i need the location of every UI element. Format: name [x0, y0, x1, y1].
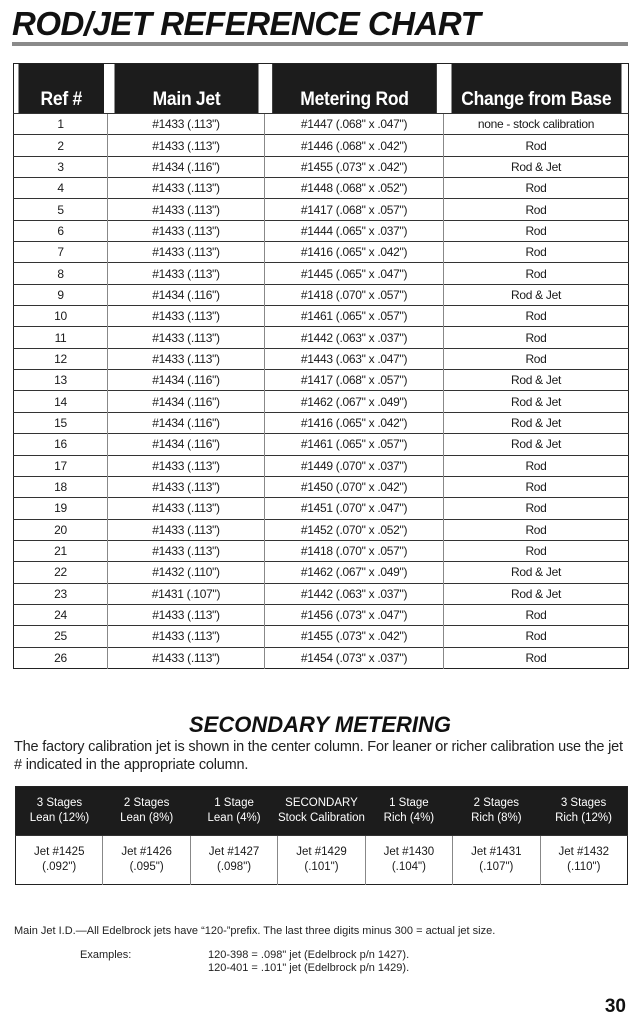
secondary-header	[103, 787, 190, 836]
cell-ref: 2	[14, 135, 108, 156]
header-change-from-base: Change from Base	[451, 64, 621, 114]
secondary-jet-value: Jet #1432	[558, 846, 610, 858]
cell-main-jet: #1433 (.113")	[108, 306, 265, 327]
secondary-header-line: Lean (8%)	[120, 812, 174, 824]
cell-metering-rod: #1454 (.073" x .037")	[265, 647, 444, 668]
secondary-header-line: Stock Calibration	[278, 812, 365, 824]
cell-ref: 17	[14, 455, 108, 476]
secondary-header-line: 1 Stage	[214, 797, 254, 809]
cell-change: Rod & Jet	[444, 412, 629, 433]
secondary-jet-cell	[16, 836, 103, 885]
table-row	[14, 498, 629, 519]
cell-metering-rod: #1443 (.063" x .047")	[265, 348, 444, 369]
secondary-header-line: Lean (12%)	[29, 812, 90, 824]
header-main-jet: Main Jet	[114, 64, 258, 114]
cell-change: Rod	[444, 242, 629, 263]
secondary-jet-value: (.092")	[42, 861, 77, 873]
cell-change: Rod & Jet	[444, 562, 629, 583]
table-row	[14, 583, 629, 604]
secondary-header-line: Rich (4%)	[383, 812, 435, 824]
cell-ref: 25	[14, 626, 108, 647]
cell-metering-rod: #1416 (.065" x .042")	[265, 412, 444, 433]
cell-metering-rod: #1446 (.068" x .042")	[265, 135, 444, 156]
title-underline	[12, 42, 628, 46]
secondary-header	[365, 787, 452, 836]
cell-change: Rod & Jet	[444, 370, 629, 391]
cell-main-jet: #1433 (.113")	[108, 498, 265, 519]
secondary-value-row	[16, 836, 628, 885]
secondary-header-line: SECONDARY	[285, 797, 358, 809]
cell-main-jet: #1434 (.116")	[108, 434, 265, 455]
cell-ref: 20	[14, 519, 108, 540]
cell-main-jet: #1433 (.113")	[108, 263, 265, 284]
secondary-jet-value: (.110")	[567, 861, 601, 873]
secondary-metering-title: SECONDARY METERING	[188, 712, 451, 737]
secondary-header	[453, 787, 540, 836]
table-row	[14, 156, 629, 177]
cell-main-jet: #1433 (.113")	[108, 220, 265, 241]
secondary-jet-cell	[103, 836, 190, 885]
cell-metering-rod: #1456 (.073" x .047")	[265, 604, 444, 625]
table-row	[14, 306, 629, 327]
cell-ref: 23	[14, 583, 108, 604]
cell-metering-rod: #1455 (.073" x .042")	[265, 626, 444, 647]
cell-change: Rod	[444, 604, 629, 625]
cell-ref: 24	[14, 604, 108, 625]
table-row	[14, 647, 629, 668]
table-row	[14, 604, 629, 625]
cell-main-jet: #1433 (.113")	[108, 626, 265, 647]
table-row	[14, 519, 629, 540]
secondary-jet-cell	[540, 836, 627, 885]
table-row	[14, 199, 629, 220]
table-row	[14, 455, 629, 476]
table-row	[14, 263, 629, 284]
secondary-header	[16, 787, 103, 836]
cell-metering-rod: #1442 (.063" x .037")	[265, 583, 444, 604]
cell-main-jet: #1434 (.116")	[108, 370, 265, 391]
cell-main-jet: #1432 (.110")	[108, 562, 265, 583]
secondary-description: The factory calibration jet is shown in the center column. For leaner or richer calibration use the jet # indicated in the appropriate column.	[14, 739, 623, 773]
secondary-header-line: Rich (8%)	[471, 812, 522, 824]
cell-main-jet: #1433 (.113")	[108, 455, 265, 476]
cell-main-jet: #1433 (.113")	[108, 327, 265, 348]
cell-metering-rod: #1450 (.070" x .042")	[265, 476, 444, 497]
table-row	[14, 284, 629, 305]
cell-ref: 19	[14, 498, 108, 519]
cell-main-jet: #1434 (.116")	[108, 156, 265, 177]
table-row	[14, 412, 629, 433]
cell-ref: 11	[14, 327, 108, 348]
cell-change: Rod	[444, 498, 629, 519]
secondary-jet-value: Jet #1431	[471, 846, 522, 858]
secondary-header-row	[16, 787, 628, 836]
cell-ref: 3	[14, 156, 108, 177]
secondary-header-line: 1 Stage	[389, 797, 429, 809]
page-title: ROD/JET REFERENCE CHART	[12, 5, 481, 42]
table-row	[14, 626, 629, 647]
example-line: 120-401 = .101" jet (Edelbrock p/n 1429).	[208, 962, 410, 974]
table-row	[14, 178, 629, 199]
secondary-jet-cell	[453, 836, 540, 885]
cell-change: Rod & Jet	[444, 391, 629, 412]
cell-change: Rod	[444, 626, 629, 647]
cell-main-jet: #1431 (.107")	[108, 583, 265, 604]
cell-main-jet: #1433 (.113")	[108, 519, 265, 540]
cell-ref: 16	[14, 434, 108, 455]
cell-ref: 9	[14, 284, 108, 305]
secondary-header	[540, 787, 627, 836]
cell-metering-rod: #1461 (.065" x .057")	[265, 306, 444, 327]
cell-ref: 6	[14, 220, 108, 241]
cell-metering-rod: #1451 (.070" x .047")	[265, 498, 444, 519]
secondary-jet-value: (.104")	[391, 861, 426, 873]
cell-metering-rod: #1418 (.070" x .057")	[265, 284, 444, 305]
cell-main-jet: #1433 (.113")	[108, 476, 265, 497]
cell-metering-rod: #1442 (.063" x .037")	[265, 327, 444, 348]
cell-ref: 5	[14, 199, 108, 220]
cell-ref: 7	[14, 242, 108, 263]
cell-change: Rod	[444, 327, 629, 348]
cell-metering-rod: #1449 (.070" x .037")	[265, 455, 444, 476]
table-row	[14, 540, 629, 561]
cell-metering-rod: #1417 (.068" x .057")	[265, 199, 444, 220]
secondary-jet-value: (.107")	[479, 861, 514, 873]
secondary-header-line: 3 Stages	[560, 797, 607, 809]
secondary-jet-value: (.098")	[216, 861, 252, 873]
cell-main-jet: #1433 (.113")	[108, 114, 265, 135]
secondary-header	[190, 787, 277, 836]
table-row	[14, 476, 629, 497]
table-row	[14, 391, 629, 412]
secondary-jet-value: Jet #1427	[208, 846, 260, 858]
secondary-jet-value: (.095")	[129, 861, 164, 873]
cell-metering-rod: #1416 (.065" x .042")	[265, 242, 444, 263]
main-jet-note: Main Jet I.D.—All Edelbrock jets have “120-”prefix. The last three digits minus 300 = actual jet size.	[14, 925, 496, 937]
cell-main-jet: #1433 (.113")	[108, 348, 265, 369]
cell-ref: 12	[14, 348, 108, 369]
cell-change: Rod	[444, 519, 629, 540]
rod-jet-table	[13, 63, 629, 669]
table-row	[14, 370, 629, 391]
cell-main-jet: #1433 (.113")	[108, 540, 265, 561]
secondary-jet-cell	[365, 836, 452, 885]
cell-change: Rod	[444, 476, 629, 497]
cell-change: Rod	[444, 647, 629, 668]
cell-change: none - stock calibration	[444, 114, 629, 135]
cell-change: Rod	[444, 455, 629, 476]
cell-metering-rod: #1455 (.073" x .042")	[265, 156, 444, 177]
table-header-row	[14, 64, 629, 114]
secondary-metering-table	[15, 786, 628, 885]
cell-change: Rod	[444, 348, 629, 369]
cell-metering-rod: #1444 (.065" x .037")	[265, 220, 444, 241]
cell-ref: 14	[14, 391, 108, 412]
cell-main-jet: #1433 (.113")	[108, 604, 265, 625]
cell-ref: 4	[14, 178, 108, 199]
table-row	[14, 327, 629, 348]
cell-ref: 18	[14, 476, 108, 497]
table-body	[14, 114, 629, 669]
secondary-jet-cell	[190, 836, 277, 885]
cell-metering-rod: #1417 (.068" x .057")	[265, 370, 444, 391]
cell-main-jet: #1434 (.116")	[108, 412, 265, 433]
secondary-jet-value: Jet #1426	[121, 846, 172, 858]
cell-change: Rod	[444, 178, 629, 199]
secondary-header-line: Rich (12%)	[555, 812, 612, 824]
cell-metering-rod: #1461 (.065" x .057")	[265, 434, 444, 455]
cell-main-jet: #1433 (.113")	[108, 647, 265, 668]
cell-main-jet: #1433 (.113")	[108, 242, 265, 263]
table-row	[14, 562, 629, 583]
table-row	[14, 434, 629, 455]
examples-label: Examples:	[80, 949, 132, 961]
cell-ref: 8	[14, 263, 108, 284]
cell-main-jet: #1434 (.116")	[108, 284, 265, 305]
secondary-header	[278, 787, 365, 836]
secondary-header-line: 3 Stages	[36, 797, 83, 809]
cell-change: Rod	[444, 263, 629, 284]
cell-main-jet: #1434 (.116")	[108, 391, 265, 412]
secondary-jet-value: Jet #1425	[33, 846, 85, 858]
secondary-jet-value: Jet #1429	[296, 846, 347, 858]
cell-change: Rod & Jet	[444, 284, 629, 305]
cell-change: Rod & Jet	[444, 583, 629, 604]
cell-ref: 22	[14, 562, 108, 583]
cell-ref: 26	[14, 647, 108, 668]
cell-main-jet: #1433 (.113")	[108, 199, 265, 220]
secondary-jet-value: Jet #1430	[383, 846, 435, 858]
cell-change: Rod	[444, 199, 629, 220]
secondary-header-line: Lean (4%)	[207, 812, 261, 824]
cell-metering-rod: #1462 (.067" x .049")	[265, 391, 444, 412]
secondary-header-line: 2 Stages	[123, 797, 170, 809]
cell-metering-rod: #1452 (.070" x .052")	[265, 519, 444, 540]
cell-change: Rod	[444, 306, 629, 327]
example-line: 120-398 = .098" jet (Edelbrock p/n 1427).	[208, 949, 410, 961]
cell-change: Rod & Jet	[444, 156, 629, 177]
table-row	[14, 135, 629, 156]
table-row	[14, 220, 629, 241]
cell-ref: 15	[14, 412, 108, 433]
cell-change: Rod	[444, 220, 629, 241]
table-row	[14, 242, 629, 263]
cell-ref: 1	[14, 114, 108, 135]
cell-main-jet: #1433 (.113")	[108, 178, 265, 199]
cell-ref: 21	[14, 540, 108, 561]
cell-ref: 10	[14, 306, 108, 327]
cell-change: Rod	[444, 135, 629, 156]
cell-change: Rod & Jet	[444, 434, 629, 455]
page-number: 30	[604, 996, 626, 1017]
header-metering-rod: Metering Rod	[272, 64, 437, 114]
secondary-header-line: 2 Stages	[473, 797, 520, 809]
cell-metering-rod: #1447 (.068" x .047")	[265, 114, 444, 135]
cell-change: Rod	[444, 540, 629, 561]
cell-main-jet: #1433 (.113")	[108, 135, 265, 156]
secondary-jet-value: (.101")	[304, 861, 339, 873]
cell-metering-rod: #1418 (.070" x .057")	[265, 540, 444, 561]
cell-metering-rod: #1462 (.067" x .049")	[265, 562, 444, 583]
table-row	[14, 348, 629, 369]
header-ref: Ref #	[17, 64, 103, 114]
secondary-jet-cell	[278, 836, 365, 885]
table-row	[14, 114, 629, 135]
cell-metering-rod: #1448 (.068" x .052")	[265, 178, 444, 199]
cell-metering-rod: #1445 (.065" x .047")	[265, 263, 444, 284]
cell-ref: 13	[14, 370, 108, 391]
